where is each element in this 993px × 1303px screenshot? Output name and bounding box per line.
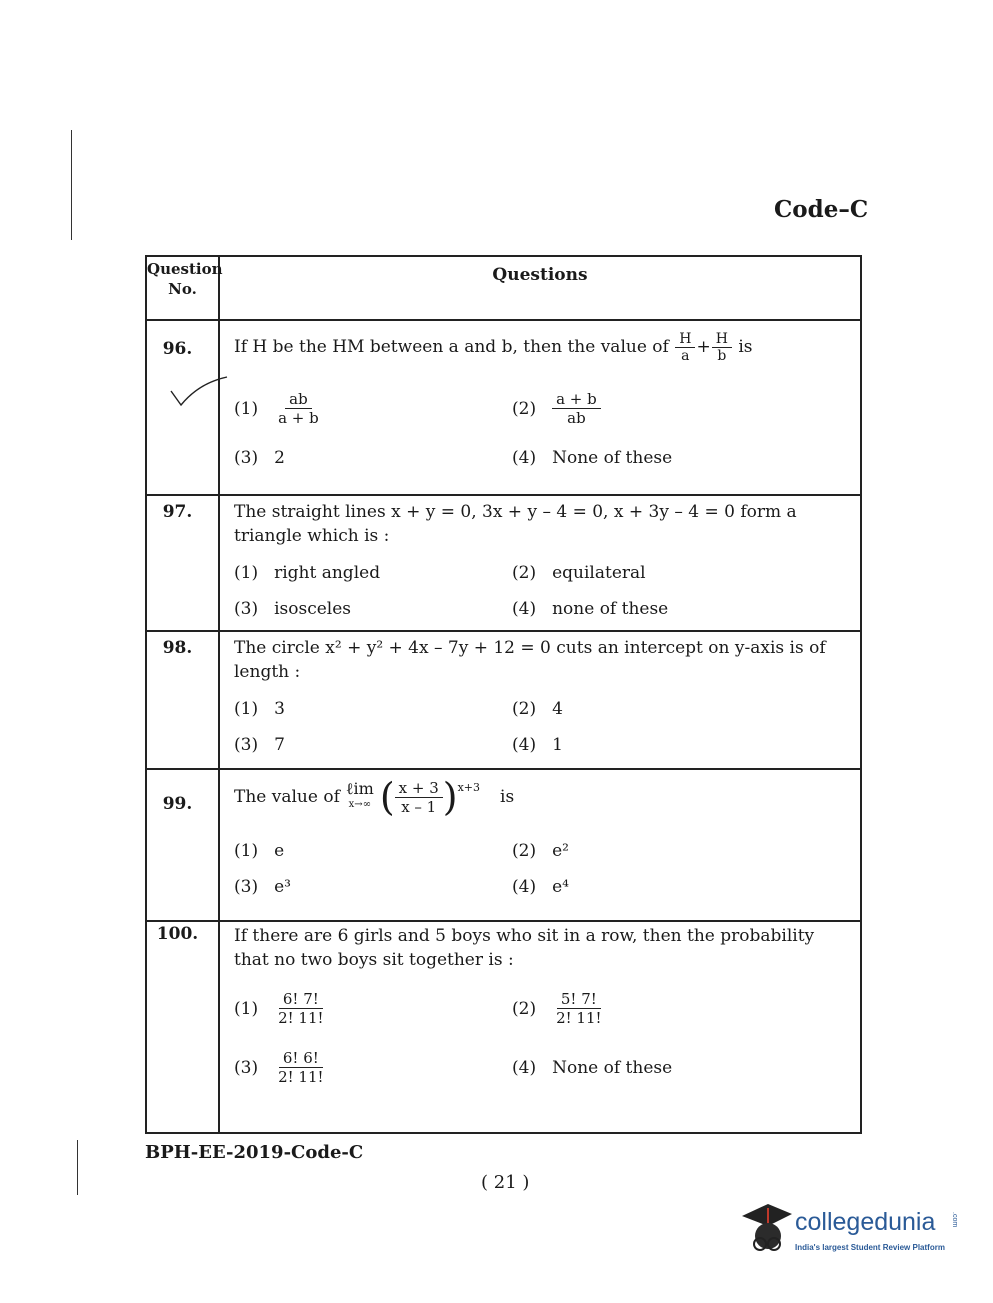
option-number: (1) — [234, 563, 259, 583]
option-4 — [512, 596, 854, 622]
question-number-text: 96. — [162, 339, 193, 359]
options-grid — [234, 990, 854, 1086]
page-number: ( 21 ) — [481, 1172, 530, 1193]
option-number: (2) — [512, 398, 537, 419]
question-row-96 — [146, 320, 861, 495]
question-stem: The straight lines x + y = 0, 3x + y – 4 = 0, x + 3y – 4 = 0 form a triangle which is : — [234, 502, 797, 546]
left-paren-icon: ( — [379, 775, 395, 819]
stem-end: is — [500, 787, 515, 807]
option-text: isosceles — [274, 599, 352, 619]
option-number: (4) — [512, 599, 537, 619]
table-header-row — [146, 256, 861, 320]
question-body — [219, 495, 861, 631]
fraction — [274, 990, 327, 1027]
option-2 — [512, 390, 854, 427]
limit-subscript: x→∞ — [348, 799, 372, 810]
question-body — [219, 631, 861, 769]
option-4 — [512, 445, 854, 471]
option-number: (2) — [512, 998, 537, 1019]
logo-wordmark: collegedunia — [795, 1208, 936, 1236]
fraction-numerator: a + b — [552, 390, 601, 409]
fraction-denominator: a + b — [278, 409, 319, 427]
option-1 — [234, 390, 512, 427]
fraction — [552, 990, 605, 1027]
options-grid — [234, 696, 854, 758]
fraction-denominator: 2! 11! — [278, 1068, 324, 1086]
option-number: (4) — [512, 1057, 537, 1078]
header-questions: Questions — [219, 256, 861, 320]
option-text: 4 — [552, 699, 563, 719]
option-text: e — [274, 841, 285, 861]
fraction-numerator: 6! 7! — [279, 990, 323, 1009]
question-number: 97. — [146, 495, 219, 631]
logo-tagline: India's largest Student Review Platform — [795, 1243, 945, 1252]
option-2 — [512, 696, 854, 722]
stem-text: If H be the HM between a and b, then the value of — [234, 337, 669, 357]
option-1 — [234, 560, 512, 586]
option-number: (3) — [234, 1057, 259, 1078]
option-text: 3 — [274, 699, 285, 719]
option-number: (4) — [512, 877, 537, 897]
option-number: (3) — [234, 735, 259, 755]
question-row-97 — [146, 495, 861, 631]
options-grid — [234, 390, 854, 471]
option-text: None of these — [552, 1057, 673, 1078]
option-text: e⁴ — [552, 877, 569, 897]
option-text: right angled — [274, 563, 381, 583]
option-3 — [234, 874, 512, 900]
fraction — [274, 1049, 327, 1086]
limit-operator — [346, 781, 374, 813]
fraction-denominator: 2! 11! — [556, 1009, 602, 1027]
fraction-denominator: b — [717, 348, 727, 364]
option-3 — [234, 596, 512, 622]
option-number: (4) — [512, 735, 537, 755]
stem-text: The value of — [234, 787, 340, 807]
option-text: e² — [552, 841, 569, 861]
option-number: (1) — [234, 699, 259, 719]
question-body — [219, 769, 861, 921]
paper-code: Code–C — [774, 196, 869, 223]
option-number: (1) — [234, 998, 259, 1019]
scan-edge-line — [77, 1140, 78, 1195]
scan-edge-line — [71, 130, 72, 240]
logo-suffix: .com — [951, 1212, 958, 1228]
option-1 — [234, 990, 512, 1027]
option-text: none of these — [552, 599, 669, 619]
questions-table — [145, 255, 862, 1134]
options-grid — [234, 560, 854, 622]
fraction — [552, 390, 601, 427]
question-number: 98. — [146, 631, 219, 769]
fraction-denominator: a — [681, 348, 690, 364]
option-1 — [234, 696, 512, 722]
fraction-denominator: 2! 11! — [278, 1009, 324, 1027]
option-2 — [512, 838, 854, 864]
option-number: (2) — [512, 563, 537, 583]
option-4 — [512, 732, 854, 758]
options-grid — [234, 838, 854, 900]
question-number: 99. — [146, 769, 219, 921]
option-2 — [512, 560, 854, 586]
fraction-denominator: x – 1 — [401, 797, 437, 816]
limit-expression — [379, 775, 481, 819]
option-number: (1) — [234, 841, 259, 861]
option-text: equilateral — [552, 563, 646, 583]
option-4 — [512, 1049, 854, 1086]
question-stem: The circle x² + y² + 4x – 7y + 12 = 0 cuts an intercept on y-axis is of length : — [234, 638, 826, 682]
option-3 — [234, 445, 512, 471]
fraction-numerator: x + 3 — [395, 779, 443, 798]
stem-end: is — [738, 337, 753, 357]
option-text: 1 — [552, 735, 563, 755]
tick-mark-icon — [169, 373, 231, 409]
option-3 — [234, 732, 512, 758]
option-number: (2) — [512, 699, 537, 719]
question-stem — [234, 331, 854, 364]
fraction — [712, 331, 732, 364]
exponent: x+3 — [457, 781, 481, 794]
graduate-cap-icon — [738, 1198, 794, 1258]
question-stem — [234, 775, 854, 819]
option-1 — [234, 838, 512, 864]
collegedunia-logo — [738, 1198, 962, 1262]
fraction-numerator: H — [675, 331, 695, 348]
question-stem: If there are 6 girls and 5 boys who sit in a row, then the probability that no two boys sit together is : — [234, 926, 815, 970]
option-number: (3) — [234, 877, 259, 897]
option-text: None of these — [552, 448, 673, 468]
header-question-no: Question No. — [146, 256, 219, 320]
question-number: 100. — [146, 921, 219, 1133]
fraction-numerator: 6! 6! — [279, 1049, 323, 1068]
fraction — [395, 779, 443, 816]
fraction-denominator: ab — [567, 409, 586, 427]
fraction-numerator: H — [712, 331, 732, 348]
question-body — [219, 921, 861, 1133]
fraction — [274, 390, 323, 427]
option-number: (2) — [512, 841, 537, 861]
option-number: (3) — [234, 599, 259, 619]
question-row-99 — [146, 769, 861, 921]
footer-paper-code: BPH-EE-2019-Code-C — [145, 1142, 364, 1163]
option-2 — [512, 990, 854, 1027]
fraction-numerator: ab — [285, 390, 312, 409]
option-4 — [512, 874, 854, 900]
fraction-numerator: 5! 7! — [557, 990, 601, 1009]
question-row-100 — [146, 921, 861, 1133]
option-3 — [234, 1049, 512, 1086]
option-number: (3) — [234, 448, 259, 468]
option-text: 2 — [274, 448, 285, 468]
option-number: (4) — [512, 448, 537, 468]
question-body — [219, 320, 861, 495]
option-text: 7 — [274, 735, 285, 755]
right-paren-icon: ) — [442, 775, 458, 819]
fraction — [675, 331, 695, 364]
question-row-98 — [146, 631, 861, 769]
limit-word: ℓim — [345, 779, 374, 798]
option-number: (1) — [234, 398, 259, 419]
option-text: e³ — [274, 877, 291, 897]
question-number — [146, 320, 219, 495]
plus-sign: + — [696, 337, 711, 357]
